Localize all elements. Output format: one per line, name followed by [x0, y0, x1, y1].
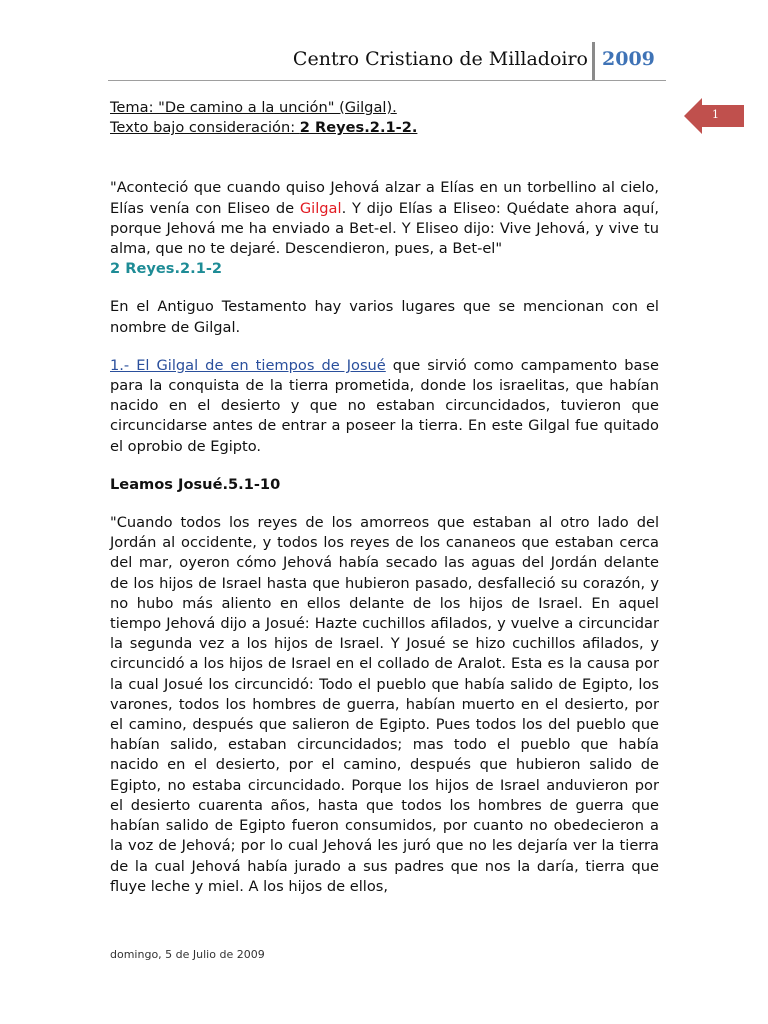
theme-text-label: Texto bajo consideración: [110, 119, 300, 137]
footer-date: domingo, 5 de Julio de 2009 [110, 948, 265, 961]
intro-paragraph: En el Antiguo Testamento hay varios lugares que se mencionan con el nombre de Gilgal. [110, 298, 659, 336]
theme-title: Tema: "De camino a la unción" (Gilgal). [110, 99, 397, 116]
document-body [110, 98, 659, 897]
page-number: 1 [712, 108, 719, 121]
quote-reference: 2 Reyes.2.1-2 [110, 260, 223, 278]
gilgal-highlight: Gilgal [299, 199, 342, 217]
point-one-text: que sirvió como campamento base para la conquista de la tierra prometida, donde los israelitas, que habían nacido en el desierto y que no estaban circuncidados, tuvieron que circuncidarse antes de entrar a poseer la tierra. En este Gilgal fue quitado el oprobio de Egipto. [110, 356, 659, 455]
page-header [108, 38, 666, 81]
quote-text-continued: . Y dijo Elías a Eliseo: Quédate ahora aquí, porque Jehová me ha enviado a Bet-el. Y Eliseo dijo: Vive Jehová, y vive tu alma, que no te dejaré. Descendieron, pues, a Bet-el" [110, 199, 659, 258]
quote-text: "Aconteció que cuando quiso Jehová alzar a Elías en un torbellino al cielo, Elías venía con Eliseo de [110, 179, 659, 217]
header-separator [592, 42, 595, 80]
reading-heading: Leamos Josué.5.1-10 [110, 475, 281, 493]
point-one-paragraph [110, 356, 659, 457]
theme-text-reference: 2 Reyes.2.1-2. [299, 119, 418, 137]
header-title: Centro Cristiano de Milladoiro [292, 48, 588, 70]
joshua-quote: "Cuando todos los reyes de los amorreos que estaban al otro lado del Jordán al occidente, y todos los reyes de los cananeos que estaban cerca del mar, oyeron cómo Jehová había secado las aguas del Jordán delante de los hijos de Israel hasta que hubieron pasado, desfalleció su corazón, y no hubo más aliento en ellos delante de los hijos de Israel. En aquel tiempo Jehová dijo a Josué: Hazte cuchillos afilados, y vuelve a circuncidar la segunda vez a los hijos de Israel. Y Josué se hizo cuchillos afilados, y circuncidó a los hijos de Israel en el collado de Aralot. Esta es la causa por la cual Josué los circuncidó: Todo el pueblo que había salido de Egipto, los varones, todos los hombres de guerra, habían muerto en el desierto, por el camino, después que salieron de Egipto. Pues todos los del pueblo que habían salido, estaban circuncidados; mas todo el pueblo que había nacido en el desierto, por el camino, después que hubieron salido de Egipto, no estaba circuncidado. Porque los hijos de Israel anduvieron por el desierto cuarenta años, hasta que todos los hombres de guerra que habían salido de Egipto fueron consumidos, por cuanto no obedecieron a la voz de Jehová; por lo cual Jehová les juró que no les dejaría ver la tierra de la cual Jehová había jurado a sus padres que nos la daría, tierra que fluye leche y miel. A los hijos de ellos, [110, 514, 659, 895]
point-one-link[interactable]: 1.- El Gilgal de en tiempos de Josué [110, 356, 386, 374]
theme-text-line [110, 118, 659, 138]
opening-quote [110, 178, 659, 259]
header-year: 2009 [602, 48, 655, 70]
